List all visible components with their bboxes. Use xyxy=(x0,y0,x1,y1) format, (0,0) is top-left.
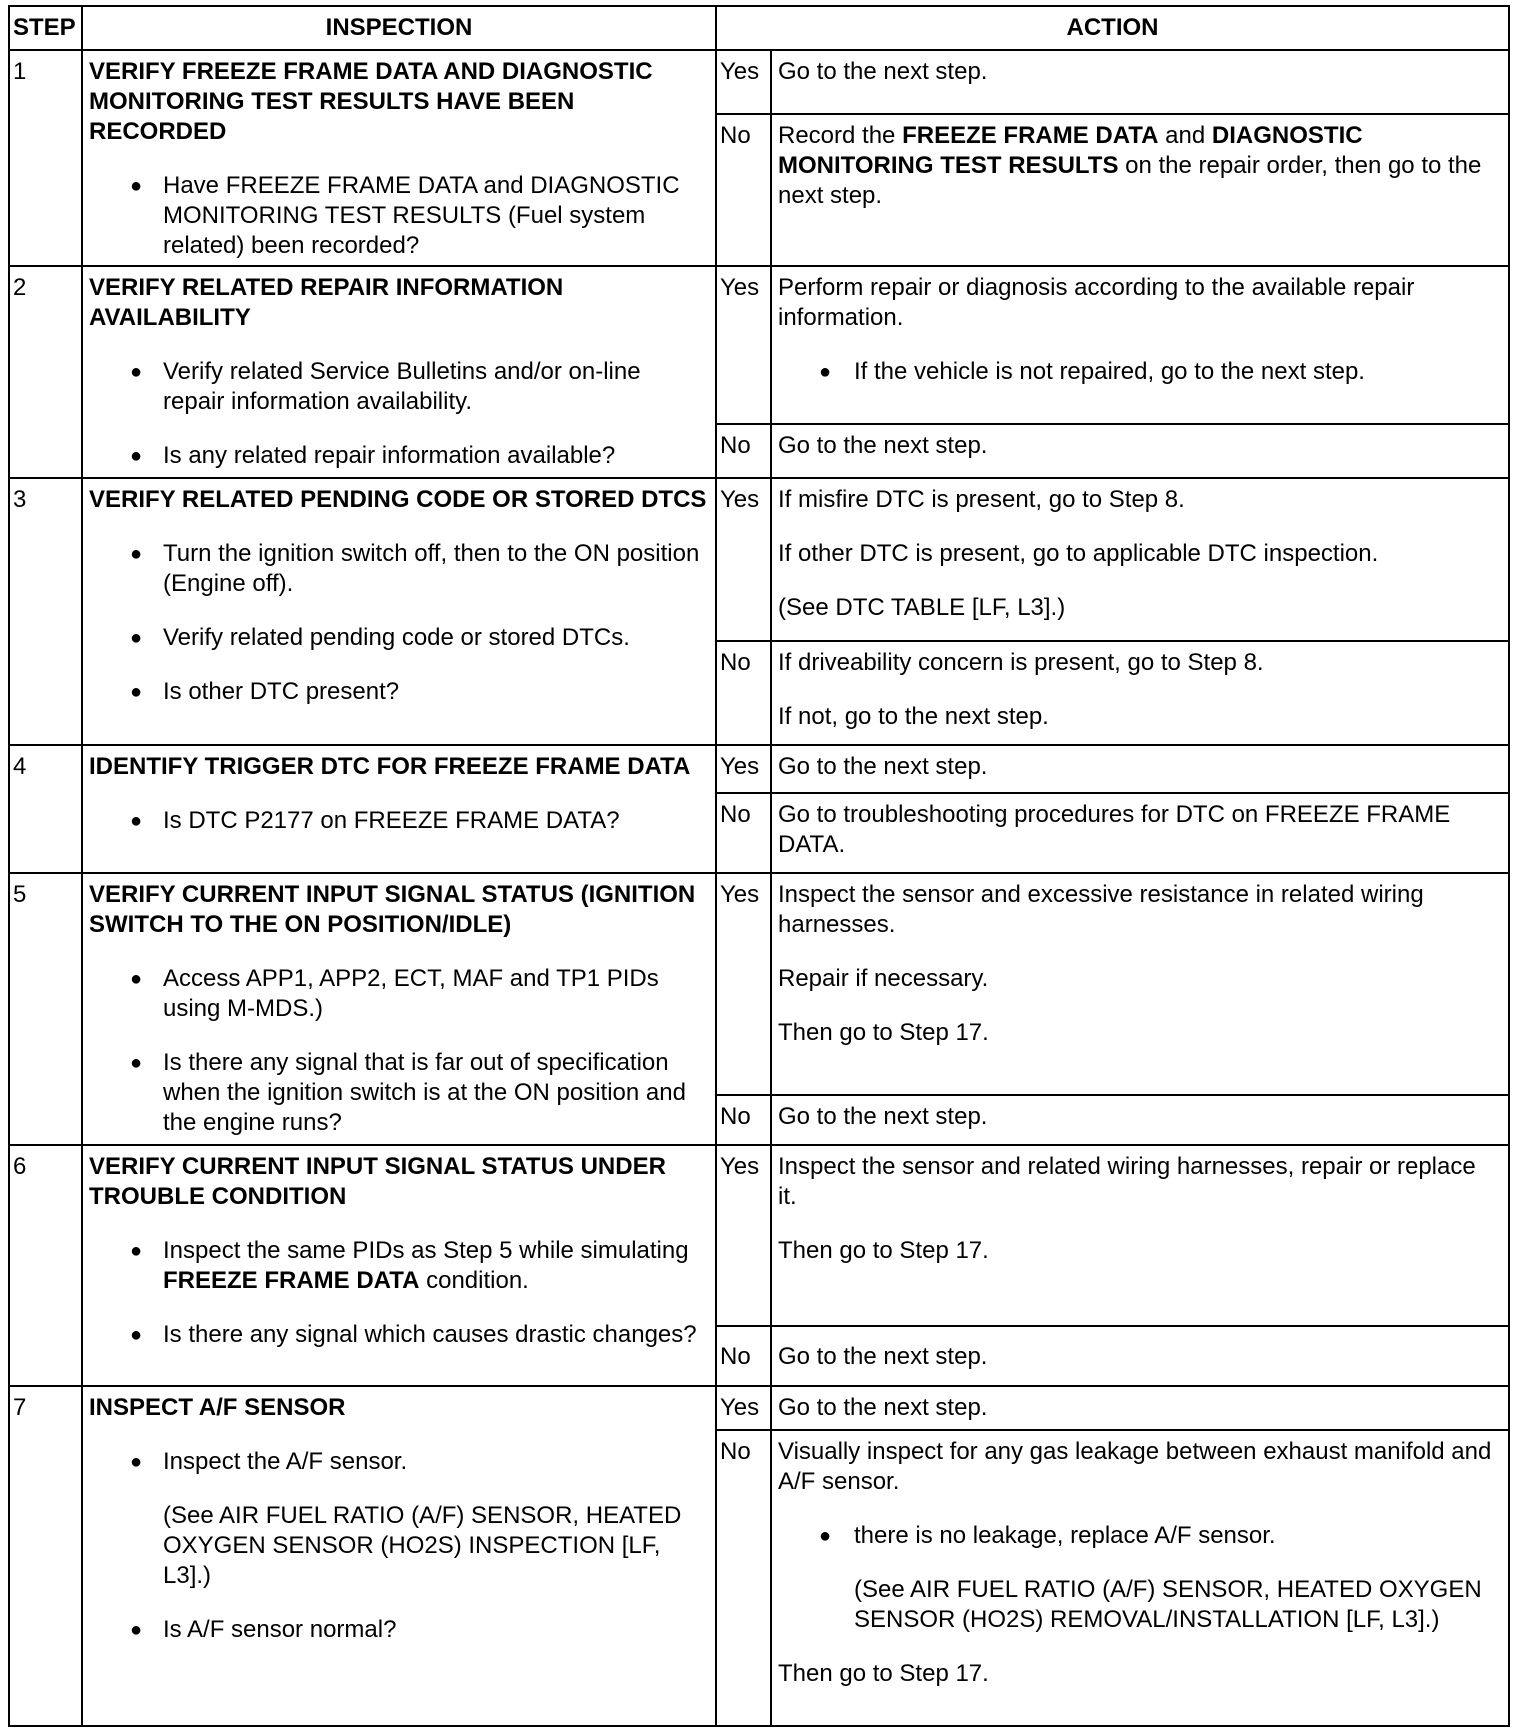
inspection-bullet: ● Is A/F sensor normal? xyxy=(89,1615,707,1645)
no-action xyxy=(771,1430,1509,1726)
inspection-bullet: ● Is DTC P2177 on FREEZE FRAME DATA? xyxy=(89,806,707,836)
step-3-yes-row xyxy=(9,478,1509,641)
step-number: 7 xyxy=(9,1386,82,1726)
header-step: STEP xyxy=(9,6,82,50)
inspection-bullet: ● Have FREEZE FRAME DATA and DIAGNOSTIC MONITORING TEST RESULTS (Fuel system related) been recorded? xyxy=(89,171,707,261)
no-label: No xyxy=(716,1095,771,1145)
troubleshooting-table xyxy=(8,5,1510,1727)
no-label: No xyxy=(716,424,771,478)
inspection-bullet: ● Is there any signal which causes drastic changes? xyxy=(89,1320,707,1350)
step-title: INSPECT A/F SENSOR xyxy=(89,1394,346,1421)
step-number: 4 xyxy=(9,745,82,873)
step-title: VERIFY CURRENT INPUT SIGNAL STATUS (IGNITION SWITCH TO THE ON POSITION/IDLE) xyxy=(89,881,696,938)
no-action-text: and xyxy=(1158,122,1212,149)
step-number: 2 xyxy=(9,266,82,478)
yes-action-text: Inspect the sensor and related wiring harnesses, repair or replace it. xyxy=(778,1153,1476,1210)
yes-action xyxy=(771,873,1509,1095)
no-action: Go to the next step. xyxy=(771,424,1509,478)
no-action: Go to troubleshooting procedures for DTC on FREEZE FRAME DATA. xyxy=(771,793,1509,873)
step-4-yes-row xyxy=(9,745,1509,793)
step-2-yes-row xyxy=(9,266,1509,424)
step-5-yes-row xyxy=(9,873,1509,1095)
no-action-text: If not, go to the next step. xyxy=(778,703,1049,730)
yes-action: Go to the next step. xyxy=(771,1386,1509,1430)
no-label: No xyxy=(716,641,771,745)
header-row xyxy=(9,6,1509,50)
no-action: Go to the next step. xyxy=(771,1095,1509,1145)
action-reference: (See AIR FUEL RATIO (A/F) SENSOR, HEATED OXYGEN SENSOR (HO2S) REMOVAL/INSTALLATION [LF, L3].) xyxy=(854,1576,1482,1633)
header-inspection: INSPECTION xyxy=(82,6,716,50)
yes-action: Go to the next step. xyxy=(771,745,1509,793)
yes-action-text: Perform repair or diagnosis according to the available repair information. xyxy=(778,274,1415,331)
step-number: 6 xyxy=(9,1145,82,1386)
bullet-text: Inspect the same PIDs as Step 5 while simulating xyxy=(163,1237,689,1264)
no-action-text: Visually inspect for any gas leakage between exhaust manifold and A/F sensor. xyxy=(778,1438,1492,1495)
inspection-cell xyxy=(82,478,716,745)
bullet-emphasis: FREEZE FRAME DATA xyxy=(163,1267,420,1294)
no-action xyxy=(771,641,1509,745)
yes-label: Yes xyxy=(716,873,771,1095)
no-label: No xyxy=(716,1326,771,1386)
step-7-yes-row xyxy=(9,1386,1509,1430)
inspection-bullet: ● Is other DTC present? xyxy=(89,677,707,707)
yes-action-text: Then go to Step 17. xyxy=(778,1237,989,1264)
inspection-reference: (See AIR FUEL RATIO (A/F) SENSOR, HEATED OXYGEN SENSOR (HO2S) INSPECTION [LF, L3].) xyxy=(163,1502,682,1589)
inspection-cell xyxy=(82,745,716,873)
inspection-cell xyxy=(82,266,716,478)
inspection-bullet xyxy=(89,1236,707,1296)
yes-action: Go to the next step. xyxy=(771,50,1509,114)
yes-action xyxy=(771,266,1509,424)
inspection-cell xyxy=(82,50,716,266)
no-action-text: Record the xyxy=(778,122,903,149)
step-title: VERIFY RELATED REPAIR INFORMATION AVAILABILITY xyxy=(89,274,564,331)
no-action-emphasis: FREEZE FRAME DATA xyxy=(902,122,1159,149)
step-title: VERIFY FREEZE FRAME DATA AND DIAGNOSTIC MONITORING TEST RESULTS HAVE BEEN RECORDED xyxy=(89,58,653,145)
yes-action-text: Repair if necessary. xyxy=(778,965,989,992)
yes-label: Yes xyxy=(716,478,771,641)
inspection-cell xyxy=(82,1145,716,1386)
no-action-text: If driveability concern is present, go to Step 8. xyxy=(778,649,1264,676)
action-bullet: ● there is no leakage, replace A/F sensor. xyxy=(778,1521,1500,1551)
yes-label: Yes xyxy=(716,266,771,424)
yes-action-text: If other DTC is present, go to applicable DTC inspection. xyxy=(778,540,1379,567)
no-action-text: Then go to Step 17. xyxy=(778,1660,989,1687)
yes-action-text: Then go to Step 17. xyxy=(778,1019,989,1046)
inspection-bullet: ● Verify related pending code or stored DTCs. xyxy=(89,623,707,653)
inspection-bullet: ● Is there any signal that is far out of specification when the ignition switch is at the ON position and the engine runs? xyxy=(89,1048,707,1138)
step-number: 1 xyxy=(9,50,82,266)
inspection-bullet: ● Turn the ignition switch off, then to the ON position (Engine off). xyxy=(89,539,707,599)
step-title: VERIFY CURRENT INPUT SIGNAL STATUS UNDER TROUBLE CONDITION xyxy=(89,1153,666,1210)
header-action: ACTION xyxy=(716,6,1509,50)
no-label: No xyxy=(716,114,771,266)
inspection-bullet: ● Verify related Service Bulletins and/or on-line repair information availability. xyxy=(89,357,707,417)
yes-action-text: Inspect the sensor and excessive resistance in related wiring harnesses. xyxy=(778,881,1424,938)
no-label: No xyxy=(716,1430,771,1726)
no-action: Go to the next step. xyxy=(771,1326,1509,1386)
yes-label: Yes xyxy=(716,1386,771,1430)
step-title: IDENTIFY TRIGGER DTC FOR FREEZE FRAME DATA xyxy=(89,753,691,780)
no-action xyxy=(771,114,1509,266)
inspection-cell xyxy=(82,873,716,1145)
yes-label: Yes xyxy=(716,50,771,114)
inspection-cell xyxy=(82,1386,716,1726)
no-label: No xyxy=(716,793,771,873)
no-action-text: on the repair order, then go to the next step. xyxy=(778,152,1482,209)
inspection-bullet: ● Access APP1, APP2, ECT, MAF and TP1 PIDs using M-MDS.) xyxy=(89,964,707,1024)
yes-action-text: If misfire DTC is present, go to Step 8. xyxy=(778,486,1185,513)
no-action-emphasis: DIAGNOSTIC MONITORING TEST RESULTS xyxy=(778,122,1363,179)
step-1-yes-row xyxy=(9,50,1509,114)
yes-action xyxy=(771,1145,1509,1326)
yes-action-text: (See DTC TABLE [LF, L3].) xyxy=(778,594,1066,621)
step-number: 5 xyxy=(9,873,82,1145)
yes-action xyxy=(771,478,1509,641)
bullet-text: condition. xyxy=(419,1267,529,1294)
action-bullet: ● If the vehicle is not repaired, go to the next step. xyxy=(778,357,1500,387)
step-6-yes-row xyxy=(9,1145,1509,1326)
yes-label: Yes xyxy=(716,1145,771,1326)
step-title: VERIFY RELATED PENDING CODE OR STORED DTCS xyxy=(89,486,707,513)
step-number: 3 xyxy=(9,478,82,745)
inspection-bullet: ● Inspect the A/F sensor. xyxy=(89,1447,707,1477)
yes-label: Yes xyxy=(716,745,771,793)
inspection-bullet: ● Is any related repair information available? xyxy=(89,441,707,471)
